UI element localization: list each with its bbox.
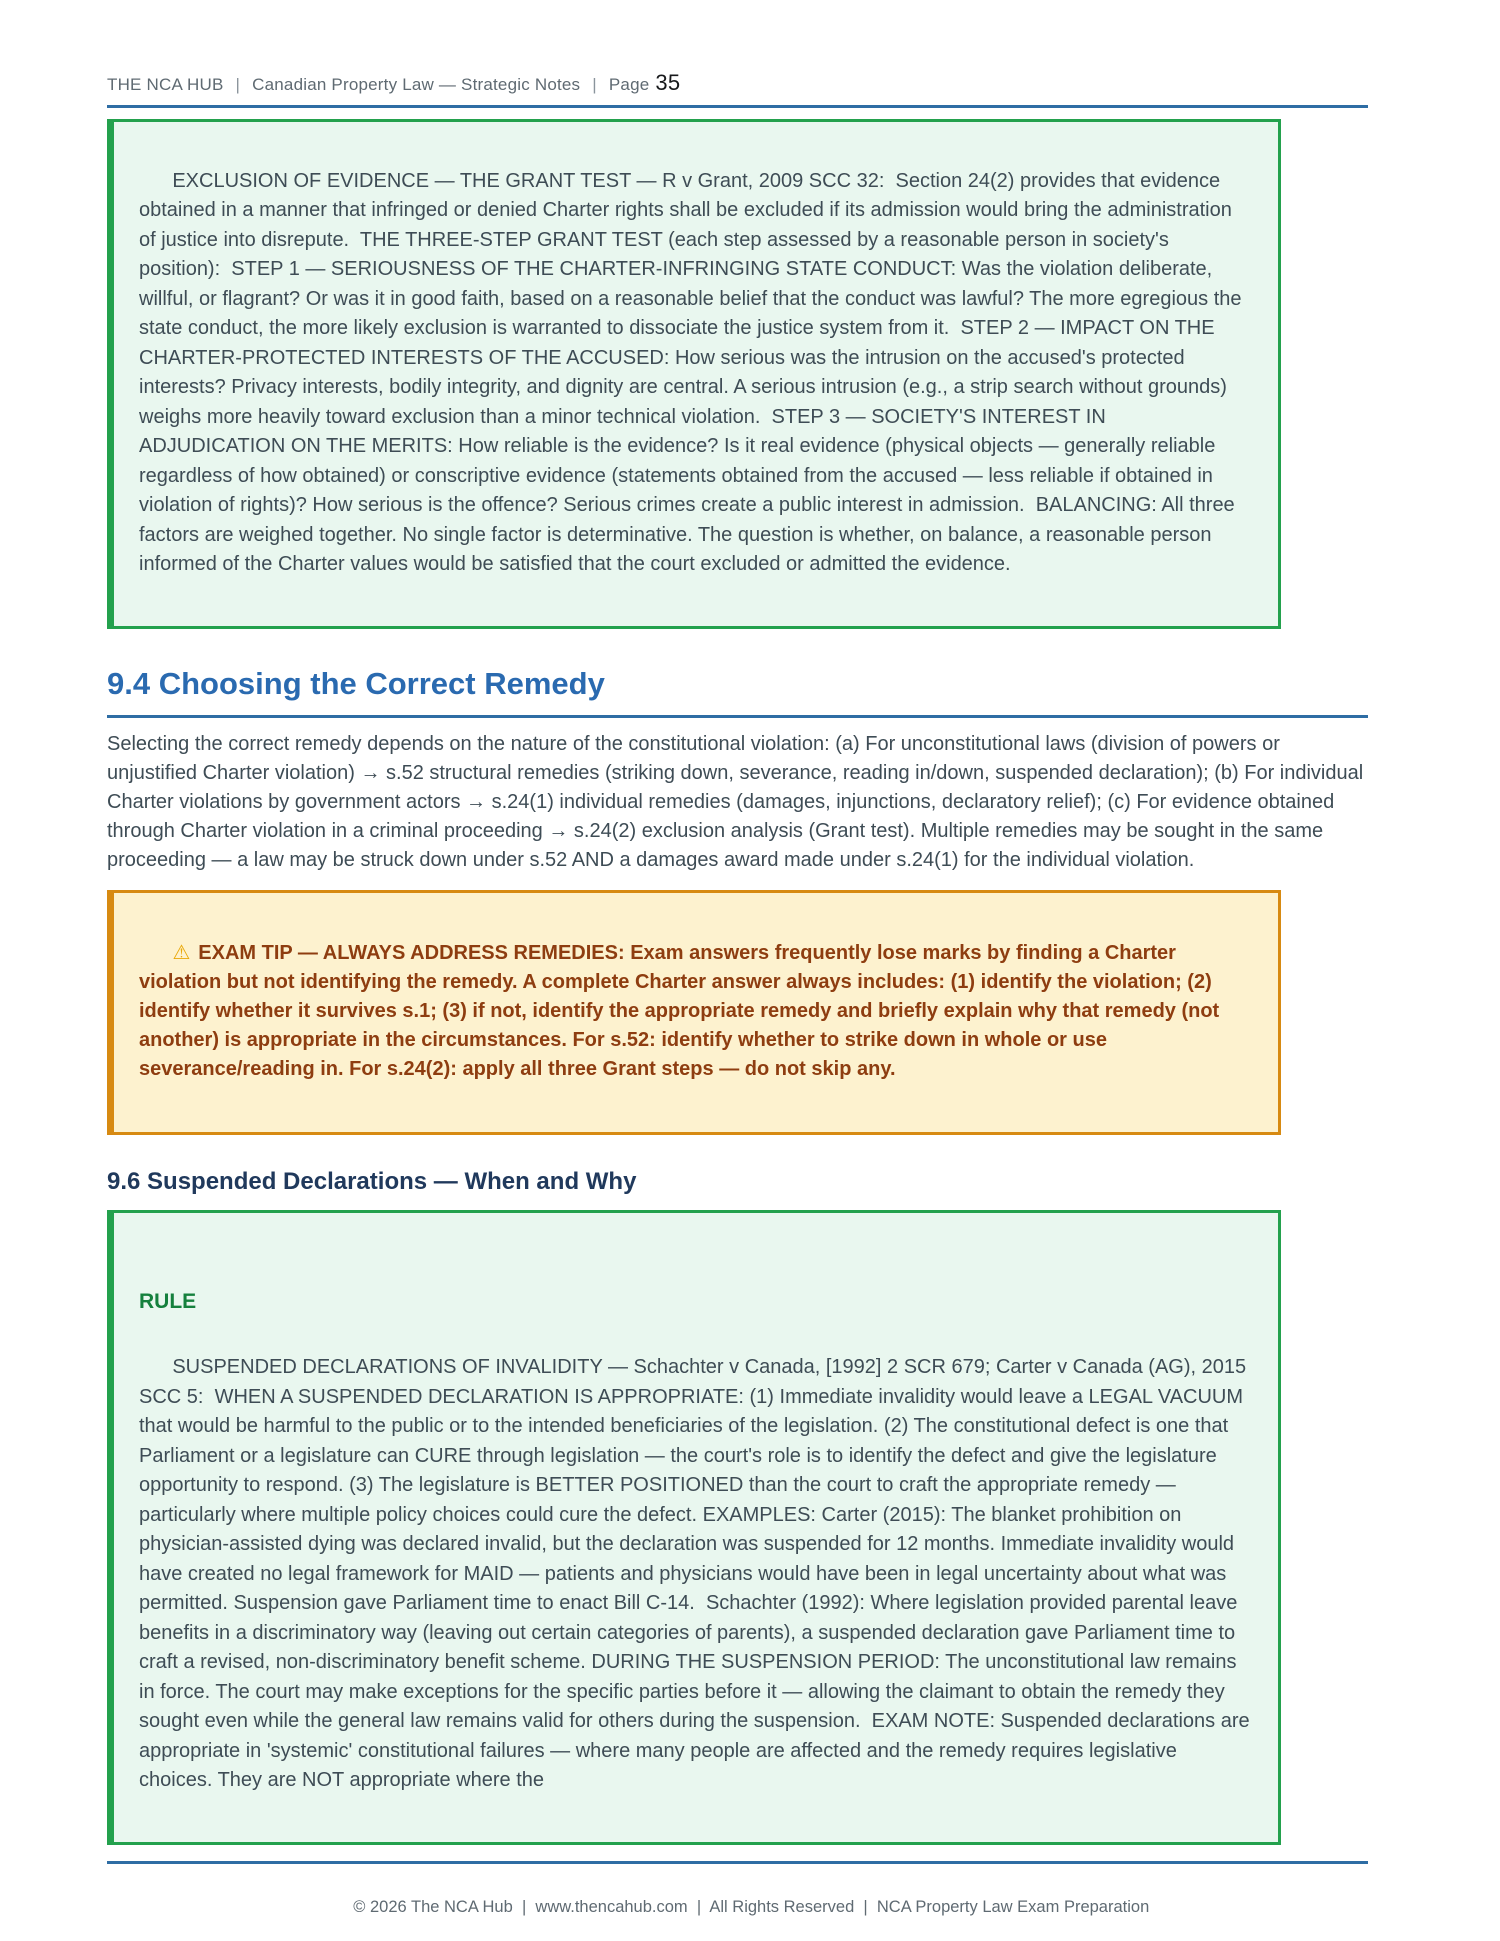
header-separator: |: [592, 75, 597, 94]
footer-text: © 2026 The NCA Hub | www.thencahub.com | All Rights Reserved | NCA Property Law Exam Preparation: [353, 1898, 1150, 1916]
page-footer: [107, 1861, 1368, 1936]
rule-callout: [107, 1210, 1281, 1845]
exam-tip-callout: [107, 890, 1281, 1135]
doc-title: Canadian Property Law — Strategic Notes: [252, 75, 581, 94]
section-heading-9-6: 9.6 Suspended Declarations — When and Why: [107, 1168, 637, 1195]
header-separator: |: [235, 75, 241, 94]
grant-test-callout: [107, 119, 1281, 629]
warning-icon: ⚠: [172, 942, 191, 964]
exam-tip-text: EXAM TIP — ALWAYS ADDRESS REMEDIES: Exam answers frequently lose marks by finding a Charter violation but not identifying the remedy. A complete Charter answer always includes: (1) identify the violation; (2) identify whether it survives s.1; (3) if not, identify the appropriate remedy and briefly explain why that remedy (not another) is appropriate in the circumstances. For s.52: identify whether to strike down in whole or use severance/reading in. For s.24(2): apply all three Grant steps — do not skip any.: [139, 942, 1225, 1080]
grant-test-text: EXCLUSION OF EVIDENCE — THE GRANT TEST — R v Grant, 2009 SCC 32: Section 24(2) provides that evidence obtained in a manner that infringed or denied Charter rights shall be excluded if its admission would bring the administration of justice into disrepute. THE THREE-STEP GRANT TEST (each step assessed by a reasonable person in society's position): STEP 1 — SERIOUSNESS OF THE CHARTER-INFRINGING STATE CONDUCT: Was the violation deliberate, willful, or flagrant? Or was it in good faith, based on a reasonable belief that the conduct was lawful? The more egregious the state conduct, the more likely exclusion is warranted to dissociate the justice system from it. STEP 2 — IMPACT ON THE CHARTER-PROTECTED INTERESTS OF THE ACCUSED: How serious was the intrusion on the accused's protected interests? Privacy interests, bodily integrity, and dignity are central. A serious intrusion (e.g., a strip search without grounds) weighs more heavily toward exclusion than a minor technical violation. STEP 3 — SOCIETY'S INTEREST IN ADJUDICATION ON THE MERITS: How reliable is the evidence? Is it real evidence (physical objects — generally reliable regardless of how obtained) or conscriptive evidence (statements obtained from the accused — less reliable if obtained in violation of rights)? How serious is the offence? Serious crimes create a public interest in admission. BALANCING: All three factors are weighed together. No single factor is determinative. The question is whether, on balance, a reasonable person informed of the Charter values would be satisfied that the court excluded or admitted the evidence.: [139, 169, 1248, 575]
section-heading-9-4: 9.4 Choosing the Correct Remedy: [107, 666, 1368, 718]
rule-text: SUSPENDED DECLARATIONS OF INVALIDITY — Schachter v Canada, [1992] 2 SCR 679; Carter v Canada (AG), 2015 SCC 5: WHEN A SUSPENDED DECLARATION IS APPROPRIATE: (1) Immediate invalidity would leave a LEGAL VACUUM that would be harmful to the public or to the intended beneficiaries of the legislation. (2) The constitutional defect is one that Parliament or a legislature can CURE through legislation — the court's role is to identify the defect and give the legislature opportunity to respond. (3) The legislature is BETTER POSITIONED than the court to craft the appropriate remedy — particularly where multiple policy choices could cure the defect. EXAMPLES: Carter (2015): The blanket prohibition on physician-assisted dying was declared invalid, but the declaration was suspended for 12 months. Immediate invalidity would have created no legal framework for MAID — patients and physicians would have been in legal uncertainty about what was permitted. Suspension gave Parliament time to enact Bill C-14. Schachter (1992): Where legislation provided parental leave benefits in a discriminatory way (leaving out certain categories of parents), a suspended declaration gave Parliament time to craft a revised, non-discriminatory benefit scheme. DURING THE SUSPENSION PERIOD: The unconstitutional law remains in force. The court may make exceptions for the specific parties before it — allowing the claimant to obtain the remedy they sought even while the general law remains valid for others during the suspension. EXAM NOTE: Suspended declarations are appropriate in 'systemic' constitutional failures — where many people are affected and the remedy requires legislative choices. They are NOT appropriate where the: [139, 1356, 1256, 1791]
page-number: 35: [655, 70, 681, 95]
rule-label: RULE: [139, 1290, 197, 1313]
section-9-4-body: Selecting the correct remedy depends on the nature of the constitutional violation: (a) For unconstitutional laws (division of powers or unjustified Charter violation) → s.52 structural remedies (striking down, severance, reading in/down, suspended declaration); (b) For individual Charter violations by government actors → s.24(1) individual remedies (damages, injunctions, declaratory relief); (c) For evidence obtained through Charter violation in a criminal proceeding → s.24(2) exclusion analysis (Grant test). Multiple remedies may be sought in the same proceeding — a law may be struck down under s.52 AND a damages award made under s.24(1) for the individual violation.: [107, 733, 1369, 871]
page-header: [107, 70, 1368, 108]
brand-text: THE NCA HUB: [107, 75, 224, 94]
page-label: Page: [608, 75, 650, 94]
page-content: [107, 0, 1368, 1936]
